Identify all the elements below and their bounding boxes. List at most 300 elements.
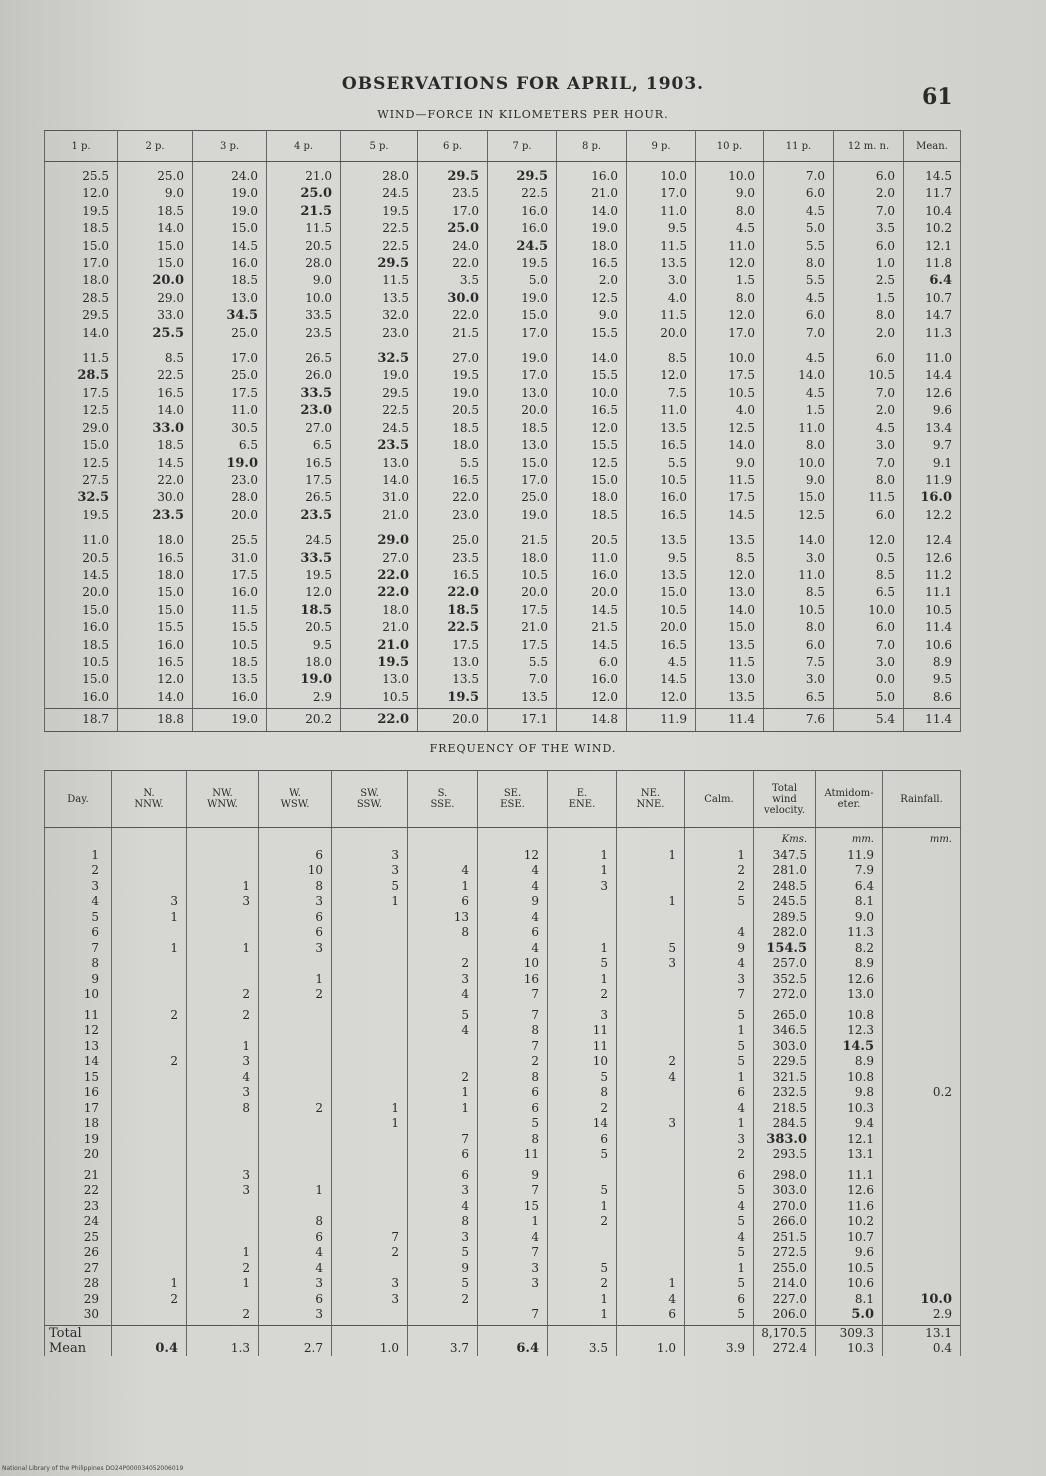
frequency-value: 7 [531,1183,539,1197]
frequency-value [319,1168,323,1182]
force-value: 10.5 [798,602,825,617]
column-values [408,1165,478,1326]
day-number: 27 [83,1260,99,1275]
frequency-value: 5 [737,1276,745,1290]
summary-figure [741,1326,745,1340]
force-value: 22.0 [452,490,479,505]
frequency-value [672,1132,676,1146]
force-value: 17.0 [521,472,548,487]
force-value: 2.9 [312,689,332,704]
force-value: 16.0 [521,221,548,236]
force-value: 28.5 [82,290,109,305]
frequency-value [672,879,676,893]
frequency-value: 5 [668,940,676,955]
force-value: 9.6 [932,403,952,418]
frequency-value [174,1214,178,1228]
force-value: 14.0 [382,472,409,487]
column-header: Mean. [904,131,961,162]
frequency-value: 257.0 [772,956,807,970]
frequency-value: 3 [668,956,676,970]
force-value: 14.5 [591,637,618,652]
column-header: 12 m. n. [834,131,904,162]
force-value: 21.0 [591,186,618,201]
frequency-value [604,1230,608,1244]
force-value: 13.5 [452,672,479,687]
column-values [557,162,627,345]
unit-label [536,834,539,845]
frequency-value: 2 [461,1291,469,1306]
column-values [764,526,834,709]
force-value: 5.5 [805,238,825,253]
frequency-value: 11 [592,1023,608,1037]
mean-figure: 20.2 [305,712,332,727]
force-value: 6.0 [875,620,895,635]
force-value: 5.0 [875,689,895,704]
force-value: 16.0 [591,567,618,582]
column-values [478,1005,548,1165]
frequency-value: 3 [391,1291,399,1306]
mean-figure: 14.8 [591,712,618,727]
frequency-value [319,1039,323,1053]
column-values [548,1165,617,1326]
force-value: 13.5 [521,689,548,704]
unit-label [466,834,469,845]
frequency-value: 5 [737,1054,745,1068]
force-value: 32.5 [377,351,409,367]
force-value: 10.5 [925,602,952,617]
column-header: 5 p. [341,131,418,162]
force-value: 23.5 [305,325,332,340]
column-values [617,828,685,1005]
column-values [418,162,488,345]
frequency-value: 8 [242,1100,250,1115]
summary-figure: 3.9 [725,1340,745,1355]
frequency-value [246,1199,250,1213]
frequency-value: 4 [737,925,745,939]
force-value: 7.5 [805,654,825,669]
frequency-value: 2 [737,863,745,877]
day-number: 18 [83,1116,99,1130]
frequency-value [672,863,676,877]
force-value: 6.5 [312,438,332,453]
frequency-value [174,1199,178,1213]
frequency-value [174,1101,178,1115]
force-value: 15.0 [82,602,109,617]
force-value: 25.5 [231,533,258,548]
frequency-value [174,1070,178,1084]
frequency-value: 303.0 [772,1183,807,1197]
force-value: 18.5 [300,602,332,618]
summary-values [685,1325,754,1356]
force-value: 10.0 [305,290,332,305]
force-value: 23.0 [300,403,332,419]
force-value: 12.5 [591,290,618,305]
force-value: 33.5 [300,550,332,566]
force-value: 8.0 [735,290,755,305]
frequency-value: 4 [531,863,539,877]
summary-figure: 6.4 [516,1340,539,1356]
summary-figure: 0.4 [155,1340,178,1356]
column-header: 7 p. [488,131,557,162]
force-value: 16.5 [660,507,687,522]
force-value: 13.0 [521,385,548,400]
force-value: 4.5 [805,290,825,305]
force-value: 10.4 [925,203,952,218]
force-value: 8.5 [735,550,755,565]
frequency-value: 4 [461,1198,469,1213]
frequency-value [395,1183,399,1197]
force-value: 19.5 [447,689,479,705]
summary-figure: 309.3 [839,1325,874,1340]
force-value: 22.5 [157,368,184,383]
force-value: 25.0 [231,368,258,383]
force-value: 19.5 [305,567,332,582]
frequency-value: 2 [170,1291,178,1306]
force-value: 10.5 [82,654,109,669]
frequency-value [395,1008,399,1022]
force-value: 12.5 [82,403,109,418]
column-header: SE. ESE. [478,771,548,828]
summary-figure [535,1326,539,1340]
force-value: 14.0 [157,403,184,418]
force-value: 22.5 [382,221,409,236]
frequency-subtitle: FREQUENCY OF THE WIND. [429,742,617,755]
force-value: 11.5 [660,308,687,323]
frequency-value [948,941,952,955]
force-value: 21.5 [452,325,479,340]
frequency-value: 3 [737,1131,745,1146]
column-values [617,1005,685,1165]
column-values [45,344,118,526]
frequency-value [604,925,608,939]
frequency-value: 3 [600,878,608,893]
frequency-value: 2 [315,1100,323,1115]
force-value: 33.0 [157,308,184,323]
force-value: 14.4 [925,368,952,383]
force-value: 16.0 [231,585,258,600]
ten-day-block [45,1165,961,1326]
column-values [754,1165,816,1326]
force-value: 16.0 [82,689,109,704]
force-value: 15.5 [591,368,618,383]
frequency-value: 13.0 [847,987,874,1001]
frequency-value [395,956,399,970]
frequency-value [395,1023,399,1037]
force-value: 18.5 [452,420,479,435]
frequency-value: 1 [668,1276,676,1290]
frequency-value: 282.0 [772,925,807,939]
force-value: 20.5 [305,238,332,253]
frequency-value [395,1132,399,1146]
force-value: 16.5 [452,567,479,582]
force-value: 18.0 [382,602,409,617]
unit-label: mm. [851,834,874,845]
force-value: 7.0 [805,169,825,183]
frequency-value [948,1214,952,1228]
force-value: 23.0 [382,325,409,340]
column-values [187,1165,259,1326]
frequency-value: 6 [315,847,323,862]
force-value: 29.0 [377,533,409,549]
wind-frequency-table [44,770,961,1356]
frequency-value [395,987,399,1001]
mean-value [627,709,696,732]
force-value: 15.0 [660,585,687,600]
frequency-value: 9 [461,1260,469,1275]
page-number: 61 [922,84,953,110]
frequency-value: 2 [170,1054,178,1068]
force-value: 10.5 [868,368,895,383]
frequency-value: 8 [461,1214,469,1228]
force-value: 5.5 [805,273,825,288]
frequency-value [174,925,178,939]
frequency-value: 270.0 [772,1198,807,1213]
day-column [45,828,112,1005]
frequency-value [672,1023,676,1037]
force-value: 3.0 [875,654,895,669]
frequency-value [672,987,676,1001]
frequency-value: 5 [600,1069,608,1084]
force-value: 13.0 [382,455,409,470]
column-header: 3 p. [193,131,267,162]
force-value: 24.5 [305,533,332,548]
force-value: 16.0 [920,490,952,506]
frequency-value: 8 [531,1131,539,1146]
frequency-value: 245.5 [772,894,807,908]
force-value: 14.0 [591,351,618,366]
mean-value [45,709,118,732]
ten-day-block [45,828,961,1005]
frequency-value: 5 [600,1183,608,1197]
column-header: Day. [45,771,112,828]
column-values [118,162,193,345]
frequency-value: 5 [531,1116,539,1130]
frequency-value: 3 [531,1260,539,1275]
summary-values [408,1325,478,1356]
frequency-value [174,1168,178,1182]
force-value: 11.5 [868,490,895,505]
frequency-value: 2 [461,1069,469,1084]
force-value: 7.0 [875,637,895,652]
frequency-value: 13 [453,909,469,924]
column-values [187,1005,259,1165]
column-values [341,162,418,345]
force-value: 16.0 [231,256,258,271]
frequency-value: 2 [391,1245,399,1259]
frequency-value: 6 [315,1291,323,1306]
force-value: 11.1 [925,585,952,600]
force-value: 14.5 [660,672,687,687]
column-values [341,526,418,709]
force-value: 6.0 [598,654,618,669]
frequency-value: 3 [242,1183,250,1197]
force-value: 9.1 [932,455,952,470]
force-value: 19.0 [452,385,479,400]
force-value: 14.0 [157,689,184,704]
frequency-value [319,1008,323,1022]
force-value: 20.0 [521,403,548,418]
force-value: 6.0 [875,507,895,522]
frequency-value: 4 [242,1069,250,1084]
force-value: 16.5 [305,455,332,470]
frequency-value [174,1230,178,1244]
force-value: 12.0 [660,689,687,704]
force-value: 33.5 [300,385,332,401]
force-value: 6.4 [929,273,952,289]
force-value: 0.0 [875,672,895,687]
frequency-value: 6 [315,909,323,924]
wind-force-subtitle: WIND—FORCE IN KILOMETERS PER HOUR. [377,108,669,121]
unit-label [396,834,399,845]
summary-figure [672,1326,676,1340]
day-number: 17 [83,1100,99,1115]
force-value: 24.5 [382,186,409,201]
force-value: 12.0 [728,567,755,582]
force-value: 16.5 [157,654,184,669]
frequency-value [672,1214,676,1228]
column-values [193,344,267,526]
force-value: 12.6 [925,385,952,400]
force-value: 32.5 [77,490,109,506]
force-value: 25.0 [447,221,479,237]
force-value: 12.5 [728,420,755,435]
frequency-value [948,956,952,970]
force-value: 16.0 [591,169,618,183]
force-value: 7.5 [667,385,687,400]
day-number: 28 [83,1276,99,1290]
frequency-value: 272.0 [772,987,807,1001]
force-value: 19.0 [226,455,258,471]
force-value: 10.6 [925,637,952,652]
force-value: 8.0 [875,472,895,487]
frequency-value: 11 [523,1147,539,1161]
frequency-value [174,956,178,970]
frequency-value: 5 [461,1007,469,1022]
frequency-value [604,894,608,908]
mean-value [341,709,418,732]
summary-figure: 8,170.5 [761,1325,807,1340]
force-value: 19.0 [521,351,548,366]
force-value: 19.0 [300,672,332,688]
force-value: 17.5 [728,490,755,505]
column-values [478,1165,548,1326]
column-header: N. NNW. [112,771,187,828]
frequency-value: 8 [531,1023,539,1037]
frequency-value: 5 [600,956,608,970]
frequency-value [319,1147,323,1161]
frequency-value [174,1183,178,1197]
frequency-value [174,1039,178,1053]
frequency-value [948,894,952,908]
force-value: 31.0 [231,550,258,565]
frequency-value: 2 [737,1147,745,1161]
force-value: 0.5 [875,550,895,565]
force-value: 28.0 [231,490,258,505]
summary-values [883,1325,961,1356]
frequency-value: 346.5 [772,1023,807,1037]
column-header: 8 p. [557,131,627,162]
force-value: 12.5 [82,455,109,470]
day-number: 11 [83,1007,99,1022]
frequency-value: 3 [600,1007,608,1022]
frequency-value: 12 [523,847,539,862]
force-value: 6.0 [875,238,895,253]
summary-figure: Mean [49,1340,87,1356]
frequency-value: 1 [391,1116,399,1130]
force-value: 6.0 [805,308,825,323]
force-value: 15.0 [798,490,825,505]
summary-figure: 13.1 [925,1325,952,1340]
column-header: Atmidom- eter. [816,771,883,828]
mean-figure: 11.4 [925,712,952,727]
summary-values [187,1325,259,1356]
force-value: 4.5 [667,654,687,669]
force-value: 21.0 [382,620,409,635]
force-value: 8.5 [667,351,687,366]
frequency-value: 12.6 [847,1183,874,1197]
column-values [764,162,834,345]
frequency-value [672,1147,676,1161]
column-values [904,526,961,709]
force-value: 29.5 [447,169,479,184]
frequency-value [319,1085,323,1099]
column-values [267,526,341,709]
force-value: 8.5 [875,567,895,582]
force-value: 14.5 [82,567,109,582]
force-value: 12.0 [868,533,895,548]
force-value: 11.0 [925,351,952,366]
force-value: 3.5 [875,221,895,236]
force-value: 22.0 [377,585,409,601]
day-number: 4 [91,894,99,908]
force-value: 8.9 [932,654,952,669]
force-value: 30.5 [231,420,258,435]
frequency-value [948,1168,952,1182]
frequency-value [395,941,399,955]
force-value: 11.0 [660,203,687,218]
force-value: 9.0 [735,455,755,470]
force-value: 11.5 [231,602,258,617]
force-value: 20.5 [82,550,109,565]
frequency-value: 227.0 [772,1291,807,1306]
frequency-value: 8.1 [854,1291,874,1306]
force-value: 12.1 [925,238,952,253]
force-value: 11.0 [591,550,618,565]
frequency-value: 1 [737,847,745,862]
frequency-value: 7 [531,1307,539,1321]
frequency-value: 12.6 [847,971,874,986]
force-value: 25.0 [231,325,258,340]
frequency-value [535,1292,539,1306]
force-value: 20.5 [452,403,479,418]
column-values [187,828,259,1005]
frequency-value [246,956,250,970]
frequency-value [246,1147,250,1161]
frequency-value: 3 [391,863,399,877]
column-values [883,1005,961,1165]
column-values [332,1165,408,1326]
force-value: 18.0 [521,550,548,565]
frequency-value [395,1199,399,1213]
column-values [259,1165,332,1326]
frequency-value: 9 [531,1167,539,1182]
frequency-value: 2 [668,1054,676,1068]
summary-figure [319,1326,323,1340]
force-value: 17.0 [728,325,755,340]
column-values [904,162,961,345]
frequency-value: 206.0 [772,1307,807,1321]
force-value: 4.5 [805,385,825,400]
